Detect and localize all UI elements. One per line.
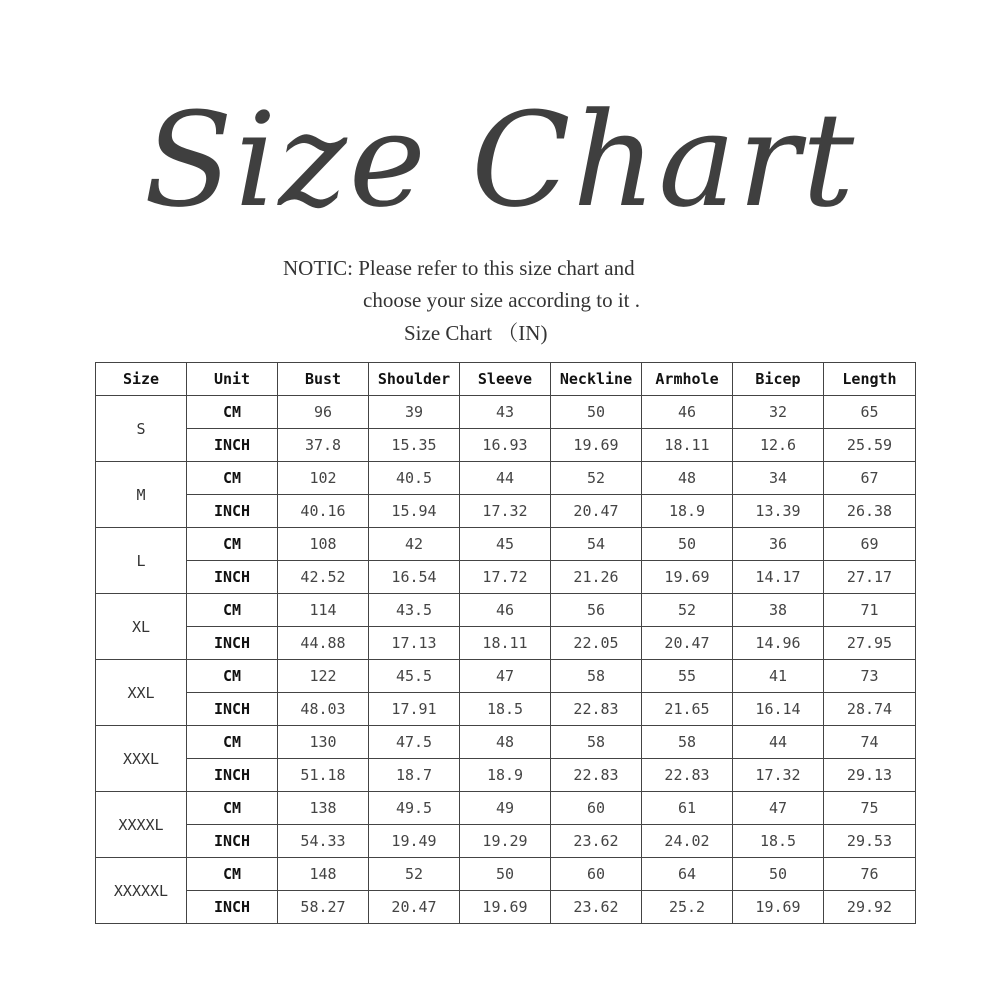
size-label-cell: XL bbox=[96, 594, 187, 660]
value-cell: 108 bbox=[278, 528, 369, 561]
value-cell: 122 bbox=[278, 660, 369, 693]
value-cell: 27.95 bbox=[824, 627, 916, 660]
value-cell: 52 bbox=[642, 594, 733, 627]
value-cell: 47 bbox=[733, 792, 824, 825]
value-cell: 58 bbox=[551, 726, 642, 759]
column-header-bust: Bust bbox=[278, 363, 369, 396]
value-cell: 32 bbox=[733, 396, 824, 429]
value-cell: 54.33 bbox=[278, 825, 369, 858]
value-cell: 49 bbox=[460, 792, 551, 825]
unit-cell: CM bbox=[187, 528, 278, 561]
unit-cell: INCH bbox=[187, 495, 278, 528]
value-cell: 48 bbox=[460, 726, 551, 759]
value-cell: 24.02 bbox=[642, 825, 733, 858]
notice-line-1: NOTIC: Please refer to this size chart and bbox=[283, 256, 635, 280]
unit-cell: CM bbox=[187, 462, 278, 495]
table-row bbox=[96, 858, 916, 891]
value-cell: 28.74 bbox=[824, 693, 916, 726]
value-cell: 19.69 bbox=[460, 891, 551, 924]
value-cell: 18.9 bbox=[642, 495, 733, 528]
table-row bbox=[96, 594, 916, 627]
value-cell: 39 bbox=[369, 396, 460, 429]
value-cell: 43 bbox=[460, 396, 551, 429]
value-cell: 50 bbox=[642, 528, 733, 561]
value-cell: 29.92 bbox=[824, 891, 916, 924]
value-cell: 14.96 bbox=[733, 627, 824, 660]
table-row bbox=[96, 396, 916, 429]
value-cell: 114 bbox=[278, 594, 369, 627]
unit-cell: CM bbox=[187, 726, 278, 759]
unit-cell: CM bbox=[187, 396, 278, 429]
value-cell: 42.52 bbox=[278, 561, 369, 594]
table-row bbox=[96, 759, 916, 792]
value-cell: 13.39 bbox=[733, 495, 824, 528]
value-cell: 19.69 bbox=[551, 429, 642, 462]
value-cell: 102 bbox=[278, 462, 369, 495]
table-row bbox=[96, 825, 916, 858]
value-cell: 73 bbox=[824, 660, 916, 693]
value-cell: 27.17 bbox=[824, 561, 916, 594]
value-cell: 19.49 bbox=[369, 825, 460, 858]
column-header-armhole: Armhole bbox=[642, 363, 733, 396]
value-cell: 54 bbox=[551, 528, 642, 561]
value-cell: 19.69 bbox=[642, 561, 733, 594]
value-cell: 22.05 bbox=[551, 627, 642, 660]
header-row bbox=[96, 363, 916, 396]
value-cell: 55 bbox=[642, 660, 733, 693]
value-cell: 48 bbox=[642, 462, 733, 495]
value-cell: 45.5 bbox=[369, 660, 460, 693]
value-cell: 47 bbox=[460, 660, 551, 693]
unit-cell: INCH bbox=[187, 693, 278, 726]
value-cell: 38 bbox=[733, 594, 824, 627]
value-cell: 25.59 bbox=[824, 429, 916, 462]
value-cell: 71 bbox=[824, 594, 916, 627]
value-cell: 52 bbox=[369, 858, 460, 891]
value-cell: 40.5 bbox=[369, 462, 460, 495]
column-header-neckline: Neckline bbox=[551, 363, 642, 396]
unit-cell: INCH bbox=[187, 891, 278, 924]
unit-cell: CM bbox=[187, 858, 278, 891]
value-cell: 18.7 bbox=[369, 759, 460, 792]
table-row bbox=[96, 528, 916, 561]
value-cell: 29.13 bbox=[824, 759, 916, 792]
value-cell: 60 bbox=[551, 858, 642, 891]
value-cell: 61 bbox=[642, 792, 733, 825]
value-cell: 20.47 bbox=[551, 495, 642, 528]
value-cell: 46 bbox=[460, 594, 551, 627]
size-table bbox=[95, 362, 916, 924]
value-cell: 18.5 bbox=[460, 693, 551, 726]
unit-cell: INCH bbox=[187, 825, 278, 858]
value-cell: 36 bbox=[733, 528, 824, 561]
value-cell: 96 bbox=[278, 396, 369, 429]
column-header-bicep: Bicep bbox=[733, 363, 824, 396]
value-cell: 42 bbox=[369, 528, 460, 561]
value-cell: 138 bbox=[278, 792, 369, 825]
value-cell: 51.18 bbox=[278, 759, 369, 792]
value-cell: 48.03 bbox=[278, 693, 369, 726]
value-cell: 22.83 bbox=[551, 759, 642, 792]
value-cell: 29.53 bbox=[824, 825, 916, 858]
value-cell: 20.47 bbox=[642, 627, 733, 660]
value-cell: 37.8 bbox=[278, 429, 369, 462]
value-cell: 15.35 bbox=[369, 429, 460, 462]
value-cell: 50 bbox=[460, 858, 551, 891]
value-cell: 17.32 bbox=[733, 759, 824, 792]
column-header-size: Size bbox=[96, 363, 187, 396]
unit-cell: CM bbox=[187, 792, 278, 825]
value-cell: 26.38 bbox=[824, 495, 916, 528]
value-cell: 22.83 bbox=[551, 693, 642, 726]
value-cell: 17.13 bbox=[369, 627, 460, 660]
column-header-unit: Unit bbox=[187, 363, 278, 396]
table-row bbox=[96, 561, 916, 594]
value-cell: 44 bbox=[460, 462, 551, 495]
value-cell: 45 bbox=[460, 528, 551, 561]
unit-cell: INCH bbox=[187, 561, 278, 594]
value-cell: 19.29 bbox=[460, 825, 551, 858]
unit-cell: CM bbox=[187, 594, 278, 627]
size-label-cell: XXXXXL bbox=[96, 858, 187, 924]
value-cell: 76 bbox=[824, 858, 916, 891]
value-cell: 43.5 bbox=[369, 594, 460, 627]
value-cell: 44.88 bbox=[278, 627, 369, 660]
value-cell: 23.62 bbox=[551, 891, 642, 924]
unit-cell: CM bbox=[187, 660, 278, 693]
unit-cell: INCH bbox=[187, 627, 278, 660]
value-cell: 18.5 bbox=[733, 825, 824, 858]
value-cell: 14.17 bbox=[733, 561, 824, 594]
value-cell: 18.11 bbox=[460, 627, 551, 660]
column-header-length: Length bbox=[824, 363, 916, 396]
value-cell: 67 bbox=[824, 462, 916, 495]
unit-cell: INCH bbox=[187, 429, 278, 462]
table-subtitle: Size Chart （IN) bbox=[404, 321, 548, 345]
value-cell: 58.27 bbox=[278, 891, 369, 924]
value-cell: 56 bbox=[551, 594, 642, 627]
size-label-cell: XXXL bbox=[96, 726, 187, 792]
value-cell: 16.14 bbox=[733, 693, 824, 726]
size-label-cell: XXL bbox=[96, 660, 187, 726]
column-header-shoulder: Shoulder bbox=[369, 363, 460, 396]
value-cell: 17.72 bbox=[460, 561, 551, 594]
value-cell: 41 bbox=[733, 660, 824, 693]
value-cell: 17.32 bbox=[460, 495, 551, 528]
value-cell: 74 bbox=[824, 726, 916, 759]
value-cell: 69 bbox=[824, 528, 916, 561]
table-row bbox=[96, 429, 916, 462]
value-cell: 25.2 bbox=[642, 891, 733, 924]
page-title: Size Chart bbox=[143, 84, 857, 236]
value-cell: 148 bbox=[278, 858, 369, 891]
value-cell: 19.69 bbox=[733, 891, 824, 924]
table-row bbox=[96, 891, 916, 924]
notice-line-2: choose your size according to it . bbox=[363, 288, 640, 312]
table-row bbox=[96, 495, 916, 528]
value-cell: 52 bbox=[551, 462, 642, 495]
value-cell: 58 bbox=[551, 660, 642, 693]
column-header-sleeve: Sleeve bbox=[460, 363, 551, 396]
value-cell: 60 bbox=[551, 792, 642, 825]
table-row bbox=[96, 627, 916, 660]
value-cell: 18.9 bbox=[460, 759, 551, 792]
value-cell: 21.65 bbox=[642, 693, 733, 726]
value-cell: 47.5 bbox=[369, 726, 460, 759]
value-cell: 130 bbox=[278, 726, 369, 759]
value-cell: 15.94 bbox=[369, 495, 460, 528]
table-row bbox=[96, 792, 916, 825]
value-cell: 18.11 bbox=[642, 429, 733, 462]
value-cell: 75 bbox=[824, 792, 916, 825]
value-cell: 17.91 bbox=[369, 693, 460, 726]
size-label-cell: XXXXL bbox=[96, 792, 187, 858]
value-cell: 58 bbox=[642, 726, 733, 759]
value-cell: 21.26 bbox=[551, 561, 642, 594]
value-cell: 44 bbox=[733, 726, 824, 759]
value-cell: 20.47 bbox=[369, 891, 460, 924]
value-cell: 34 bbox=[733, 462, 824, 495]
size-label-cell: S bbox=[96, 396, 187, 462]
value-cell: 50 bbox=[733, 858, 824, 891]
unit-cell: INCH bbox=[187, 759, 278, 792]
value-cell: 12.6 bbox=[733, 429, 824, 462]
size-label-cell: M bbox=[96, 462, 187, 528]
value-cell: 16.54 bbox=[369, 561, 460, 594]
value-cell: 16.93 bbox=[460, 429, 551, 462]
value-cell: 22.83 bbox=[642, 759, 733, 792]
value-cell: 64 bbox=[642, 858, 733, 891]
table-row bbox=[96, 693, 916, 726]
size-table-body bbox=[96, 396, 916, 924]
table-row bbox=[96, 462, 916, 495]
table-row bbox=[96, 726, 916, 759]
size-label-cell: L bbox=[96, 528, 187, 594]
value-cell: 46 bbox=[642, 396, 733, 429]
table-row bbox=[96, 660, 916, 693]
value-cell: 49.5 bbox=[369, 792, 460, 825]
value-cell: 40.16 bbox=[278, 495, 369, 528]
value-cell: 65 bbox=[824, 396, 916, 429]
value-cell: 23.62 bbox=[551, 825, 642, 858]
value-cell: 50 bbox=[551, 396, 642, 429]
